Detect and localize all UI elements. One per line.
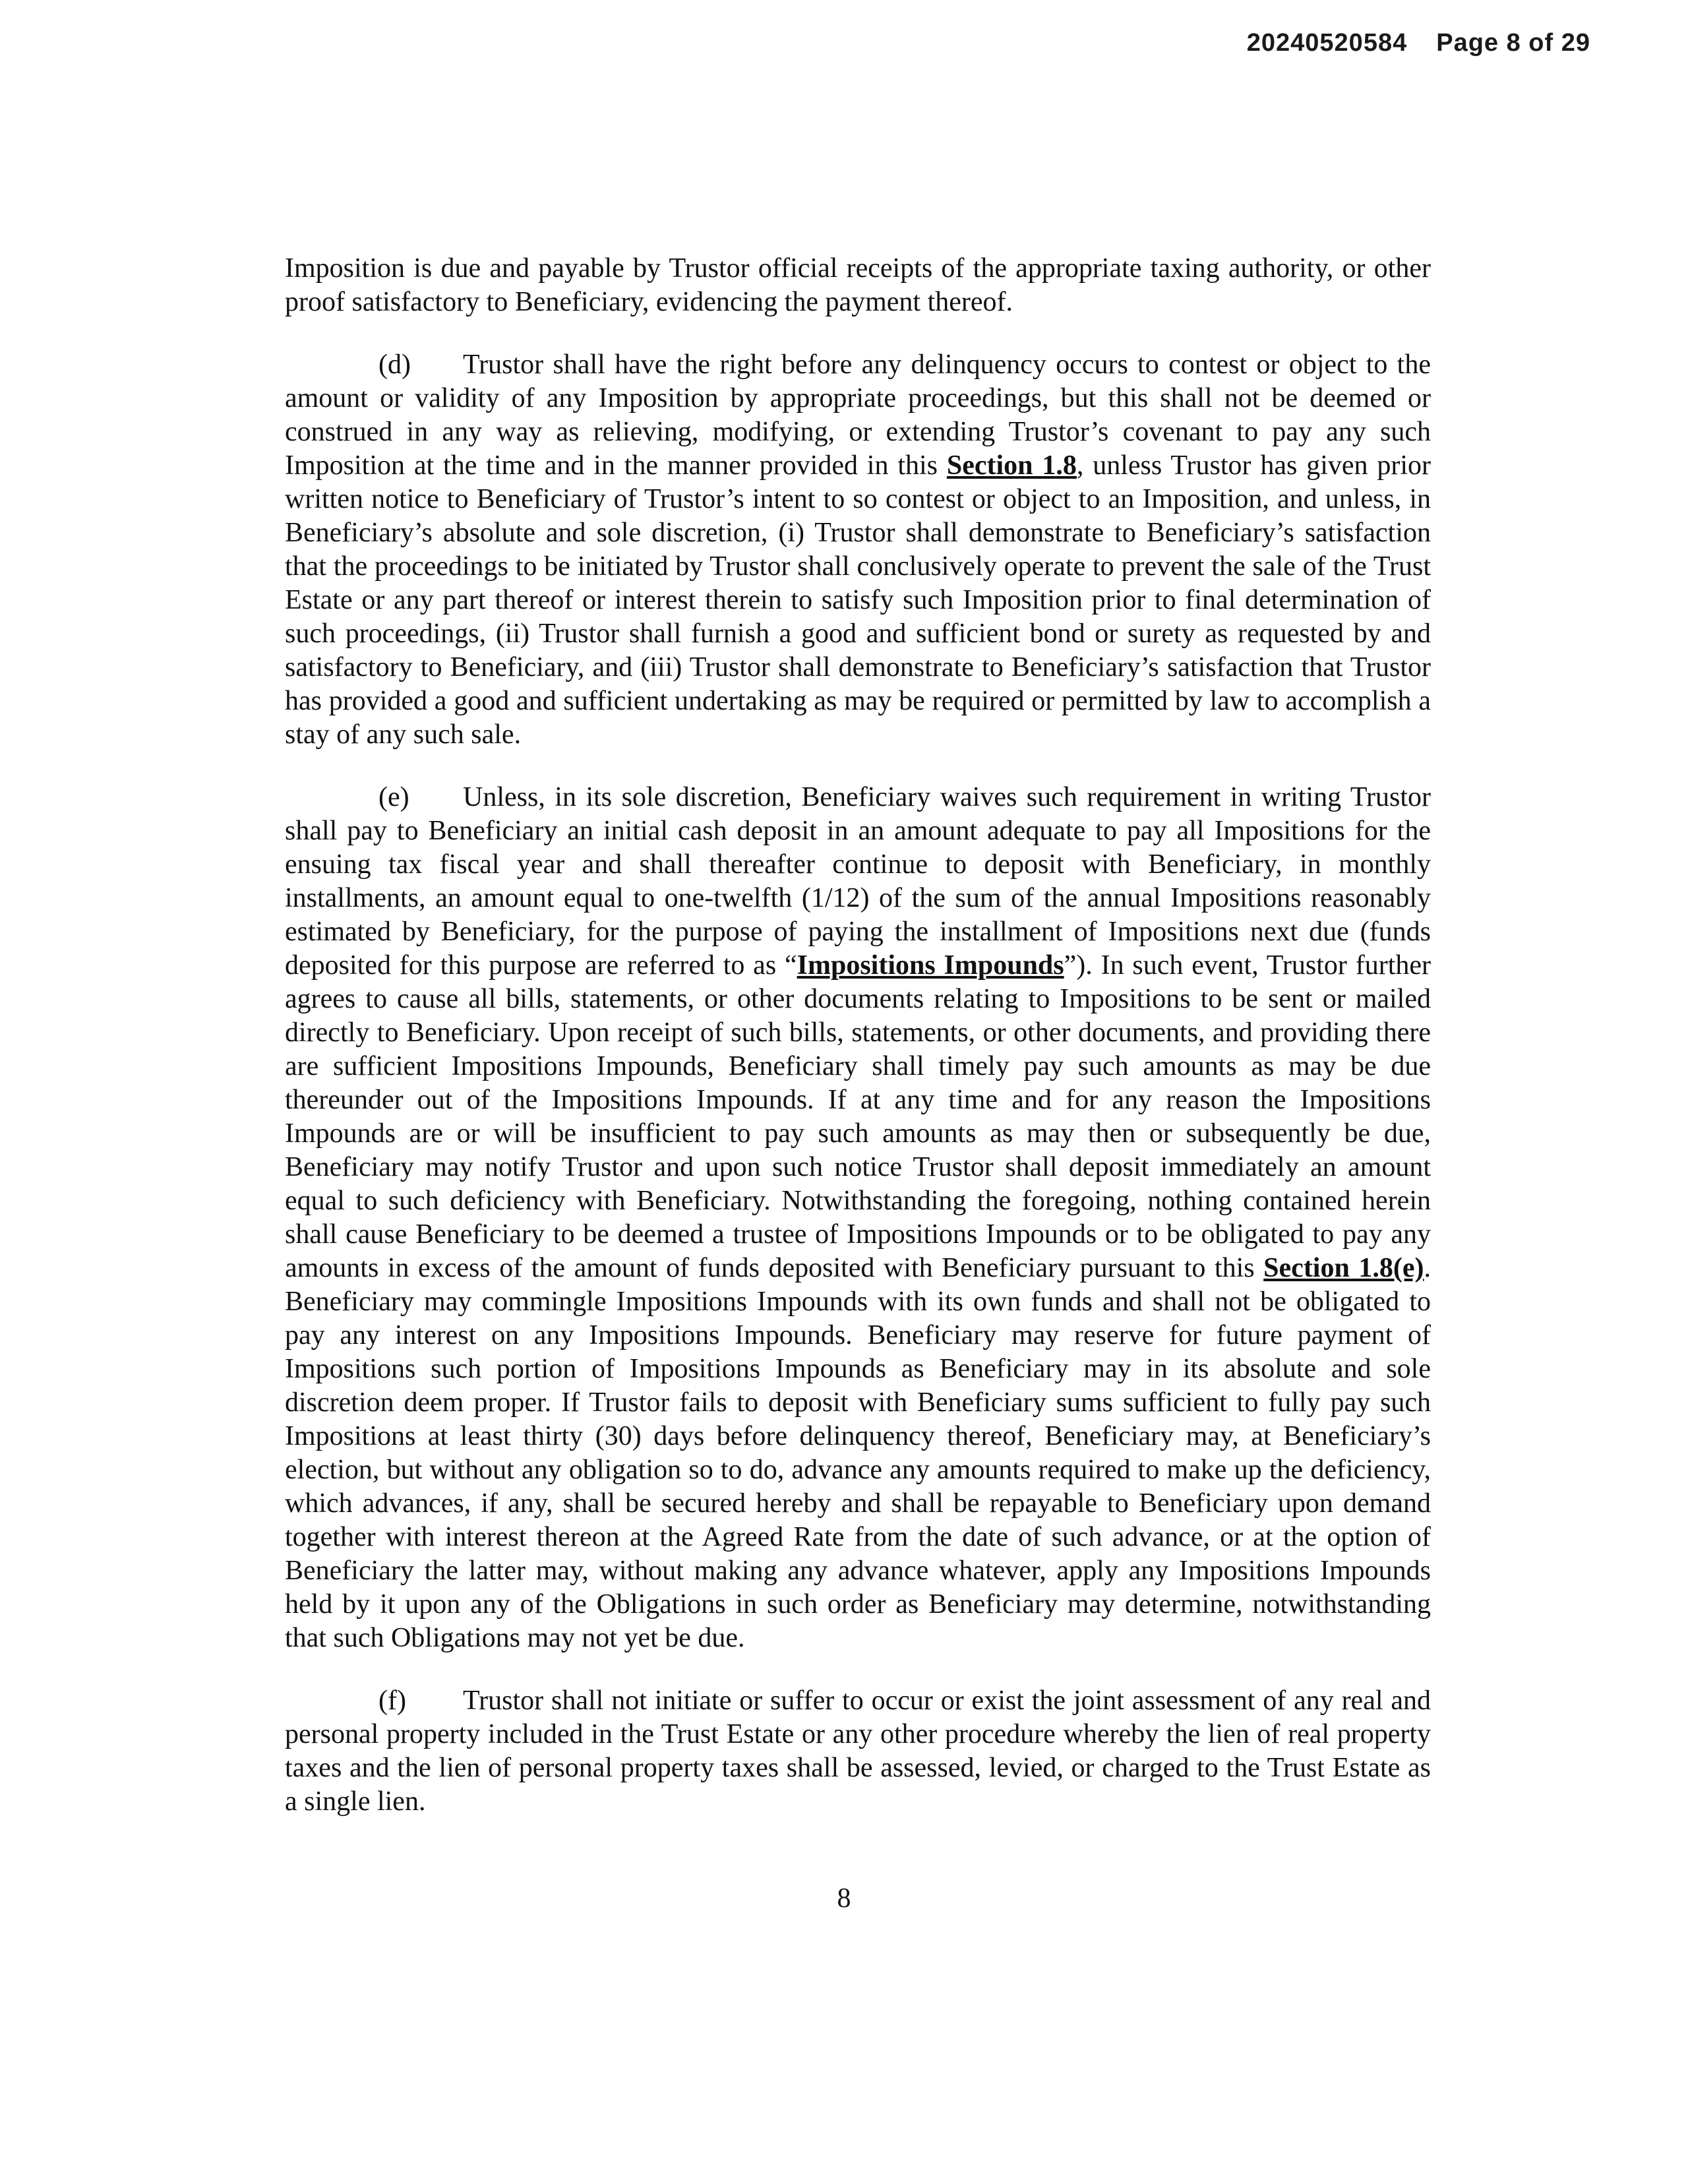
page-number: 8 [837, 1883, 851, 1914]
paragraph-f [285, 1684, 1431, 1819]
recording-header [1247, 29, 1590, 57]
page-indicator: Page 8 of 29 [1436, 29, 1590, 57]
paragraph-label: (d) [378, 349, 411, 380]
paragraph-d [285, 348, 1431, 752]
paragraph-text: Unless, in its sole discretion, Beneficiary waives such requirement in writing Trustor shall pay to Beneficiary an initial cash deposit in an amount adequate to pay all Impositions for the ensuing tax fiscal year and shall thereafter continue to deposit with Beneficiary, in monthly installments, an amount equal to one-twelfth (1/12) of the sum of the annual Impositions reasonably estimated by Beneficiary, for the purpose of paying the installment of Impositions next due (funds deposited for this purpose are referred to as “ [285, 782, 1431, 981]
paragraph-text: , unless Trustor has given prior written notice to Beneficiary of Trustor’s intent to so contest or object to an Imposition, and unless, in Beneficiary’s absolute and sole discretion, (i) Trustor shall demonstrate to Beneficiary’s satisfaction that the proceedings to be initiated by Trustor shall conclusively operate to prevent the sale of the Trust Estate or any part thereof or interest therein to satisfy such Imposition prior to final determination of such proceedings, (ii) Trustor shall furnish a good and sufficient bond or surety as requested by and satisfactory to Beneficiary, and (iii) Trustor shall demonstrate to Beneficiary’s satisfaction that Trustor has provided a good and sufficient undertaking as may be required or permitted by law to accomplish a stay of any such sale. [285, 450, 1432, 750]
section-reference: Section 1.8(e) [1263, 1253, 1424, 1283]
paragraph-continuation [285, 252, 1431, 319]
paragraph-label: (e) [378, 782, 409, 812]
defined-term: Impositions Impounds [797, 950, 1064, 981]
paragraph-text: . Beneficiary may commingle Impositions Impounds with its own funds and shall not be obligated to pay any interest on any Impositions Impounds. Beneficiary may reserve for future payment of Impositions such portion of Impositions Impounds as Beneficiary may in its absolute and sole discretion deem proper. If Trustor fails to deposit with Beneficiary sums sufficient to fully pay such Impositions at least thirty (30) days before delinquency thereof, Beneficiary may, at Beneficiary’s election, but without any obligation so to do, advance any amounts required to make up the deficiency, which advances, if any, shall be secured hereby and shall be repayable to Beneficiary upon demand together with interest thereon at the Agreed Rate from the date of such advance, or at the option of Beneficiary the latter may, without making any advance whatever, apply any Impositions Impounds held by it upon any of the Obligations in such order as Beneficiary may determine, notwithstanding that such Obligations may not yet be due. [285, 1253, 1431, 1653]
section-reference: Section 1.8 [946, 450, 1077, 481]
paragraph-text: Trustor shall not initiate or suffer to occur or exist the joint assessment of any real and personal property included in the Trust Estate or any other procedure whereby the lien of real property taxes and the lien of personal property taxes shall be assessed, levied, or charged to the Trust Estate as a single lien. [285, 1685, 1431, 1817]
paragraph-text: ”). In such event, Trustor further agrees to cause all bills, statements, or other documents relating to Impositions to be sent or mailed directly to Beneficiary. Upon receipt of such bills, statements, or other documents, and providing there are sufficient Impositions Impounds, Beneficiary shall timely pay such amounts as may be due thereunder out of the Impositions Impounds. If at any time and for any reason the Impositions Impounds are or will be insufficient to pay such amounts as may then or subsequently be due, Beneficiary may notify Trustor and upon such notice Trustor shall deposit immediately an amount equal to such deficiency with Beneficiary. Notwithstanding the foregoing, nothing contained herein shall cause Beneficiary to be deemed a trustee of Impositions Impounds or to be obligated to pay any amounts in excess of the amount of funds deposited with Beneficiary pursuant to this [285, 950, 1431, 1283]
paragraph-text: Trustor shall have the right before any delinquency occurs to contest or object to the amount or validity of any Imposition by appropriate proceedings, but this shall not be deemed or construed in any way as relieving, modifying, or extending Trustor’s covenant to pay any such Imposition at the time and in the manner provided in this [285, 349, 1431, 481]
paragraph-label: (f) [378, 1685, 406, 1716]
paragraph-e [285, 781, 1431, 1655]
paragraph-text: Imposition is due and payable by Trustor official receipts of the appropriate taxing authority, or other proof satisfactory to Beneficiary, evidencing the payment thereof. [285, 253, 1431, 317]
document-number: 20240520584 [1246, 29, 1408, 57]
document-body [285, 252, 1431, 1848]
